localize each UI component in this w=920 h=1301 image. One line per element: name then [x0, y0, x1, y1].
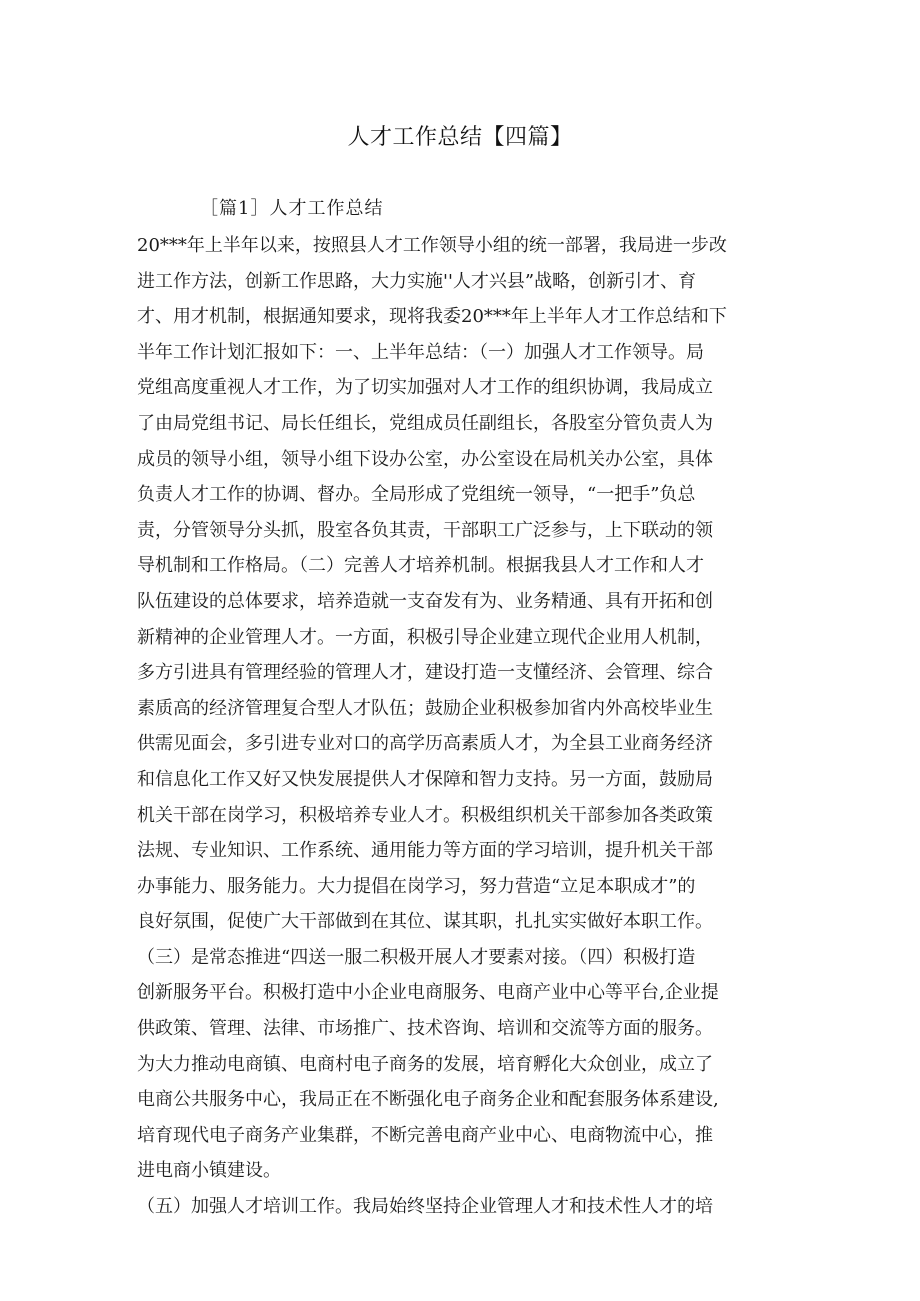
body-line: 负责人才工作的协调、督办。全局形成了党组统一领导，“一把手”负总 — [137, 484, 696, 506]
body-line: 成员的领导小组，领导小组下设办公室，办公室设在局机关办公室，具体 — [137, 448, 713, 470]
section-heading: ［篇1］人才工作总结 — [200, 198, 384, 219]
body-line: 为大力推动电商镇、电商村电子商务的发展，培育孵化大众创业，成立了 — [137, 1053, 713, 1075]
body-line: （三）是常态推进“四送一服二积极开展人才要素对接。（四）积极打造 — [137, 946, 696, 968]
body-line: 20***年上半年以来，按照县人才工作领导小组的统一部署，我局进一步改 — [137, 235, 727, 256]
body-line: 创新服务平台。积极打造中小企业电商服务、电商产业中心等平台,企业提 — [137, 982, 719, 1004]
body-line: 党组高度重视人才工作，为了切实加强对人才工作的组织协调，我局成立 — [137, 377, 713, 399]
body-line: （五）加强人才培训工作。我局始终坚持企业管理人才和技术性人才的培 — [137, 1196, 713, 1218]
body-line: 机关干部在岗学习，积极培养专业人才。积极组织机关干部参加各类政策 — [137, 804, 713, 826]
body-line: 电商公共服务中心，我局正在不断强化电子商务企业和配套服务体系建设, — [137, 1089, 719, 1111]
body-line: 素质高的经济管理复合型人才队伍；鼓励企业积极参加省内外高校毕业生 — [137, 697, 713, 719]
body-line: 了由局党组书记、局长任组长，党组成员任副组长，各股室分管负责人为 — [137, 412, 713, 434]
body-line: 半年工作计划汇报如下：一、上半年总结：（一）加强人才工作领导。局 — [137, 341, 704, 363]
document-title: 人才工作总结【四篇】 — [347, 125, 573, 150]
body-line: 才、用才机制，根据通知要求，现将我委20***年上半年人才工作总结和下 — [137, 306, 727, 328]
body-line: 进工作方法，创新工作思路，大力实施''人才兴县”战略，创新引才、育 — [137, 270, 697, 292]
body-line: 进电商小镇建设。 — [137, 1160, 281, 1182]
body-line: 供需见面会，多引进专业对口的高学历高素质人才，为全县工业商务经济 — [137, 733, 713, 755]
body-line: 供政策、管理、法律、市场推广、技术咨询、培训和交流等方面的服务。 — [137, 1018, 713, 1040]
body-line: 和信息化工作又好又快发展提供人才保障和智力支持。另一方面，鼓励局 — [137, 768, 713, 790]
body-line: 新精神的企业管理人才。一方面，积极引导企业建立现代企业用人机制， — [137, 626, 713, 648]
body-line: 办事能力、服务能力。大力提倡在岗学习，努力营造“立足本职成才”的 — [137, 875, 696, 897]
body-line: 责，分管领导分头抓，股室各负其责，干部职工广泛参与，上下联动的领 — [137, 519, 713, 541]
body-line: 多方引进具有管理经验的管理人才，建设打造一支懂经济、会管理、综合 — [137, 662, 713, 684]
body-line: 培育现代电子商务产业集群，不断完善电商产业中心、电商物流中心，推 — [137, 1124, 713, 1146]
body-line: 法规、专业知识、工作系统、通用能力等方面的学习培训，提升机关干部 — [137, 840, 713, 862]
body-line: 队伍建设的总体要求，培养造就一支奋发有为、业务精通、具有开拓和创 — [137, 590, 713, 612]
body-paragraph — [137, 228, 791, 1225]
body-line: 导机制和工作格局。（二）完善人才培养机制。根据我县人才工作和人才 — [137, 555, 704, 577]
body-line: 良好氛围，促使广大干部做到在其位、谋其职，扎扎实实做好本职工作。 — [137, 911, 713, 933]
